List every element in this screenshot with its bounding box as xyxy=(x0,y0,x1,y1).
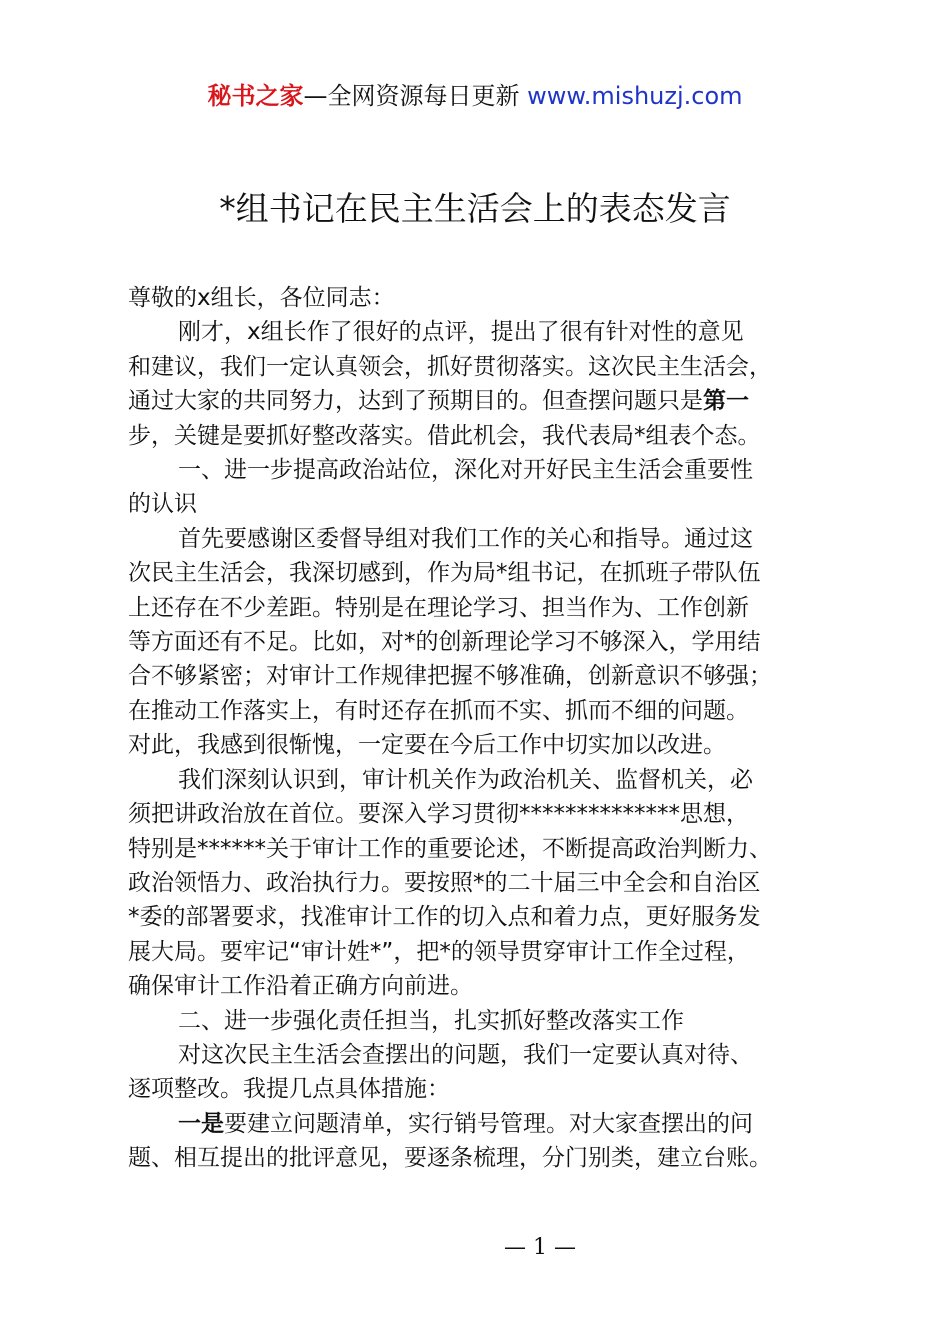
text-line: *委的部署要求，找准审计工作的切入点和着力点，更好服务发 xyxy=(128,904,761,931)
text-segment: 通过大家的共同努力，达到了预期目的。但查摆问题只是 xyxy=(128,388,703,415)
text-line: 我们深刻认识到，审计机关作为政治机关、监督机关，必 xyxy=(178,766,753,793)
text-line xyxy=(128,384,854,418)
text-line: 对这次民主生活会查摆出的问题，我们一定要认真对待、 xyxy=(178,1041,753,1068)
text-line xyxy=(128,1107,854,1141)
banner-url-link[interactable]: www.mishuzj.com xyxy=(527,82,743,110)
text-line: 展大局。要牢记“审计姓*”，把*的领导贯穿审计工作全过程， xyxy=(128,938,750,965)
text-line: 逐项整改。我提几点具体措施： xyxy=(128,1076,450,1103)
text-line: 须把讲政治放在首位。要深入学习贯彻**************思想， xyxy=(128,801,749,828)
text-line: 题、相互提出的批评意见，要逐条梳理，分门别类，建立台账。 xyxy=(128,1145,772,1172)
text-line: 上还存在不少差距。特别是在理论学习、担当作为、工作创新 xyxy=(128,594,749,621)
salutation-line: 尊敬的x组长，各位同志： xyxy=(128,285,395,311)
text-line: 刚才，x组长作了很好的点评，提出了很有针对性的意见 xyxy=(178,319,744,346)
text-line: 合不够紧密；对审计工作规律把握不够准确，创新意识不够强； xyxy=(128,663,772,690)
site-banner xyxy=(0,80,950,112)
text-line: 次民主生活会，我深切感到，作为局*组书记，在抓班子带队伍 xyxy=(128,560,761,587)
bold-text-segment: 第一 xyxy=(703,388,749,415)
page-number: — 1 — xyxy=(504,1235,576,1260)
text-line: 和建议，我们一定认真领会，抓好贯彻落实。这次民主生活会， xyxy=(128,353,772,380)
banner-brand: 秘书之家 xyxy=(207,82,304,110)
section-heading-line: 的认识 xyxy=(128,491,197,518)
document-body xyxy=(128,281,854,1176)
text-line: 特别是******关于审计工作的重要论述，不断提高政治判断力、 xyxy=(128,835,772,862)
text-line: 确保审计工作沿着正确方向前进。 xyxy=(128,973,473,1000)
text-line: 对此，我感到很惭愧，一定要在今后工作中切实加以改进。 xyxy=(128,732,726,759)
text-line: 步，关键是要抓好整改落实。借此机会，我代表局*组表个态。 xyxy=(128,422,761,449)
text-line: 政治领悟力、政治执行力。要按照*的二十届三中全会和自治区 xyxy=(128,869,761,896)
text-line: 在推动工作落实上，有时还存在抓而不实、抓而不细的问题。 xyxy=(128,697,749,724)
section-heading-line: 一、进一步提高政治站位，深化对开好民主生活会重要性 xyxy=(178,457,753,484)
text-line: 等方面还有不足。比如，对*的创新理论学习不够深入，学用结 xyxy=(128,629,761,656)
text-line: 首先要感谢区委督导组对我们工作的关心和指导。通过这 xyxy=(178,525,753,552)
section-heading-line: 二、进一步强化责任担当，扎实抓好整改落实工作 xyxy=(178,1007,684,1034)
banner-tagline: —全网资源每日更新 xyxy=(303,82,528,110)
bold-text-segment: 一是 xyxy=(178,1110,224,1137)
document-title: *组书记在民主生活会上的表态发言 xyxy=(219,189,731,228)
text-segment: 要建立问题清单，实行销号管理。对大家查摆出的问 xyxy=(224,1110,753,1137)
